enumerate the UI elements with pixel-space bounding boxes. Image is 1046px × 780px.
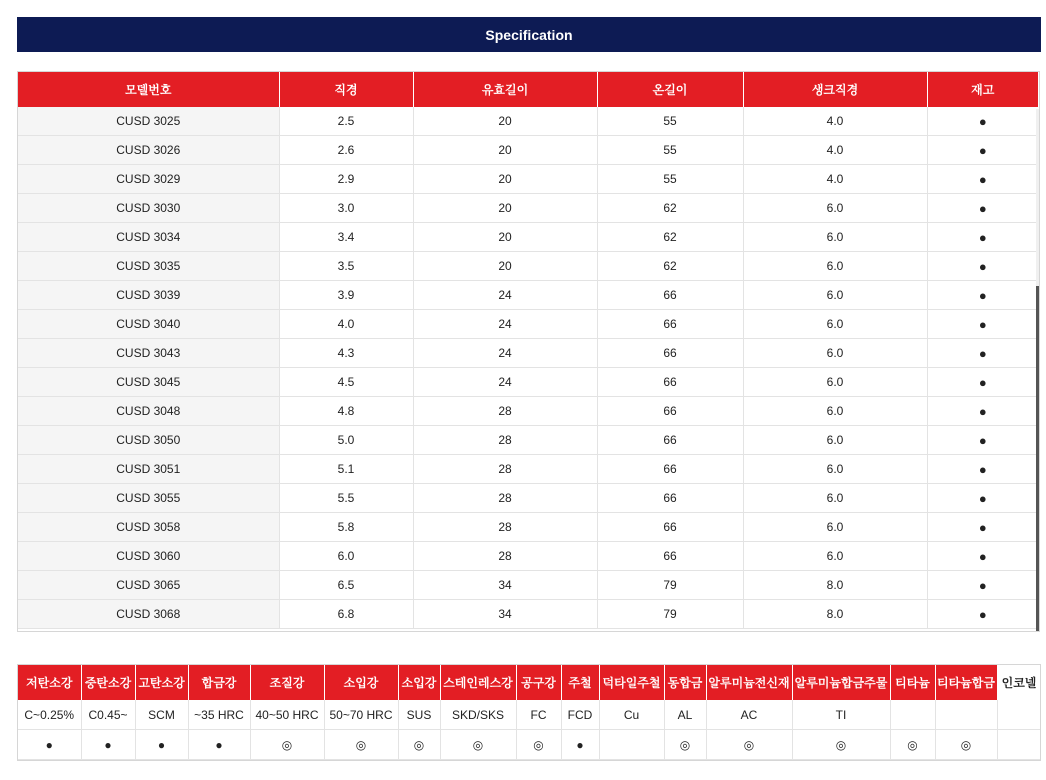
material-code: 40~50 HRC — [250, 700, 324, 730]
material-header: 조질강 — [250, 665, 324, 700]
material-suitability-mark: ◎ — [664, 730, 706, 760]
cell-stock: ● — [927, 223, 1038, 252]
cell-effective-length: 24 — [413, 310, 597, 339]
cell-model: CUSD 3034 — [18, 223, 279, 252]
cell-overall-length: 66 — [597, 513, 743, 542]
page-title: Specification — [485, 26, 573, 43]
cell-shank-diameter: 6.0 — [743, 194, 927, 223]
cell-stock: ● — [927, 455, 1038, 484]
cell-shank-diameter: 6.0 — [743, 455, 927, 484]
material-code: AC — [706, 700, 792, 730]
cell-stock: ● — [927, 281, 1038, 310]
material-header: 합금강 — [188, 665, 250, 700]
material-code: SUS — [398, 700, 440, 730]
cell-stock: ● — [927, 310, 1038, 339]
cell-model: CUSD 3048 — [18, 397, 279, 426]
material-suitability-mark: ◎ — [398, 730, 440, 760]
material-suitability-mark: ◎ — [935, 730, 997, 760]
table-row — [18, 136, 1038, 165]
cell-diameter: 6.8 — [279, 600, 413, 629]
table-row — [18, 194, 1038, 223]
cell-overall-length: 66 — [597, 281, 743, 310]
cell-model: CUSD 3030 — [18, 194, 279, 223]
cell-shank-diameter: 6.0 — [743, 484, 927, 513]
cell-effective-length: 34 — [413, 600, 597, 629]
material-suitability-mark: ● — [188, 730, 250, 760]
cell-effective-length: 28 — [413, 426, 597, 455]
material-code — [935, 700, 997, 730]
table-row — [18, 339, 1038, 368]
cell-diameter: 5.0 — [279, 426, 413, 455]
cell-stock: ● — [927, 542, 1038, 571]
column-header-diameter: 직경 — [279, 72, 413, 107]
cell-diameter: 2.5 — [279, 107, 413, 136]
cell-stock: ● — [927, 484, 1038, 513]
material-header-row — [18, 665, 1041, 700]
cell-diameter: 4.5 — [279, 368, 413, 397]
material-code: Cu — [599, 700, 664, 730]
material-header: 알루미늄전신재 — [706, 665, 792, 700]
material-code — [890, 700, 935, 730]
cell-model: CUSD 3035 — [18, 252, 279, 281]
column-header-stock: 재고 — [927, 72, 1038, 107]
material-header: 고탄소강 — [135, 665, 188, 700]
cell-shank-diameter: 6.0 — [743, 281, 927, 310]
material-header: 저탄소강 — [18, 665, 81, 700]
cell-overall-length: 62 — [597, 223, 743, 252]
material-suitability-mark: ◎ — [440, 730, 516, 760]
cell-overall-length: 62 — [597, 194, 743, 223]
material-header: 알루미늄합금주물 — [792, 665, 890, 700]
cell-diameter: 6.0 — [279, 542, 413, 571]
cell-model: CUSD 3045 — [18, 368, 279, 397]
cell-shank-diameter: 6.0 — [743, 513, 927, 542]
material-header: 주철 — [561, 665, 599, 700]
material-suitability-mark: ◎ — [890, 730, 935, 760]
material-suitability-mark: ◎ — [324, 730, 398, 760]
table-row — [18, 165, 1038, 194]
material-code: SKD/SKS — [440, 700, 516, 730]
cell-diameter: 3.0 — [279, 194, 413, 223]
cell-overall-length: 66 — [597, 542, 743, 571]
cell-diameter: 4.3 — [279, 339, 413, 368]
cell-model: CUSD 3055 — [18, 484, 279, 513]
cell-shank-diameter: 6.0 — [743, 426, 927, 455]
cell-shank-diameter: 6.0 — [743, 542, 927, 571]
cell-effective-length: 20 — [413, 252, 597, 281]
spec-table — [18, 72, 1038, 629]
table-row — [18, 513, 1038, 542]
cell-shank-diameter: 6.0 — [743, 339, 927, 368]
cell-stock: ● — [927, 397, 1038, 426]
cell-diameter: 4.8 — [279, 397, 413, 426]
cell-stock: ● — [927, 194, 1038, 223]
cell-shank-diameter: 4.0 — [743, 136, 927, 165]
material-code-row — [18, 700, 1041, 730]
cell-effective-length: 24 — [413, 368, 597, 397]
cell-diameter: 3.4 — [279, 223, 413, 252]
cell-model: CUSD 3051 — [18, 455, 279, 484]
cell-shank-diameter: 6.0 — [743, 252, 927, 281]
material-code: 50~70 HRC — [324, 700, 398, 730]
table-row — [18, 542, 1038, 571]
material-mark-row — [18, 730, 1041, 760]
cell-shank-diameter: 6.0 — [743, 310, 927, 339]
cell-shank-diameter: 4.0 — [743, 165, 927, 194]
material-header: 스테인레스강 — [440, 665, 516, 700]
material-header: 티타늄 — [890, 665, 935, 700]
table-row — [18, 426, 1038, 455]
cell-effective-length: 28 — [413, 542, 597, 571]
material-code: TI — [792, 700, 890, 730]
cell-shank-diameter: 8.0 — [743, 571, 927, 600]
material-suitability-mark — [599, 730, 664, 760]
cell-overall-length: 66 — [597, 455, 743, 484]
cell-shank-diameter: 6.0 — [743, 223, 927, 252]
scrollbar-thumb[interactable] — [1036, 286, 1039, 631]
material-code: SCM — [135, 700, 188, 730]
cell-model: CUSD 3039 — [18, 281, 279, 310]
cell-stock: ● — [927, 339, 1038, 368]
cell-diameter: 5.5 — [279, 484, 413, 513]
cell-stock: ● — [927, 571, 1038, 600]
cell-overall-length: 66 — [597, 339, 743, 368]
material-header: 덕타일주철 — [599, 665, 664, 700]
material-suitability-mark — [997, 730, 1041, 760]
material-suitability-mark: ◎ — [516, 730, 561, 760]
cell-shank-diameter: 4.0 — [743, 107, 927, 136]
material-suitability-mark: ◎ — [250, 730, 324, 760]
material-suitability-mark: ◎ — [792, 730, 890, 760]
cell-shank-diameter: 6.0 — [743, 368, 927, 397]
material-suitability-mark: ● — [18, 730, 81, 760]
material-header: 공구강 — [516, 665, 561, 700]
table-row — [18, 107, 1038, 136]
material-table-container — [17, 664, 1041, 761]
material-code: AL — [664, 700, 706, 730]
material-header: 소입강 — [398, 665, 440, 700]
material-header: 동합금 — [664, 665, 706, 700]
cell-stock: ● — [927, 368, 1038, 397]
cell-shank-diameter: 6.0 — [743, 397, 927, 426]
cell-effective-length: 20 — [413, 136, 597, 165]
material-suitability-mark: ◎ — [706, 730, 792, 760]
cell-overall-length: 55 — [597, 165, 743, 194]
cell-model: CUSD 3065 — [18, 571, 279, 600]
cell-model: CUSD 3025 — [18, 107, 279, 136]
cell-diameter: 3.5 — [279, 252, 413, 281]
column-header-shank-diameter: 생크직경 — [743, 72, 927, 107]
material-code: ~35 HRC — [188, 700, 250, 730]
table-row — [18, 281, 1038, 310]
cell-overall-length: 66 — [597, 310, 743, 339]
cell-overall-length: 55 — [597, 107, 743, 136]
material-header: 티타늄합금 — [935, 665, 997, 700]
cell-effective-length: 24 — [413, 339, 597, 368]
cell-diameter: 2.9 — [279, 165, 413, 194]
spec-table-header-row — [18, 72, 1038, 107]
cell-stock: ● — [927, 426, 1038, 455]
cell-model: CUSD 3040 — [18, 310, 279, 339]
cell-overall-length: 79 — [597, 600, 743, 629]
material-header: 소입강 — [324, 665, 398, 700]
material-table — [18, 665, 1041, 760]
column-header-overall-length: 온길이 — [597, 72, 743, 107]
cell-effective-length: 28 — [413, 513, 597, 542]
cell-stock: ● — [927, 252, 1038, 281]
table-row — [18, 600, 1038, 629]
cell-effective-length: 20 — [413, 223, 597, 252]
cell-model: CUSD 3068 — [18, 600, 279, 629]
cell-model: CUSD 3058 — [18, 513, 279, 542]
material-suitability-mark: ● — [561, 730, 599, 760]
specification-header — [17, 17, 1041, 52]
cell-effective-length: 28 — [413, 397, 597, 426]
cell-effective-length: 28 — [413, 484, 597, 513]
material-code: C0.45~ — [81, 700, 135, 730]
cell-diameter: 5.8 — [279, 513, 413, 542]
table-row — [18, 252, 1038, 281]
table-row — [18, 397, 1038, 426]
column-header-model: 모델번호 — [18, 72, 279, 107]
cell-overall-length: 66 — [597, 368, 743, 397]
material-header: 중탄소강 — [81, 665, 135, 700]
cell-effective-length: 20 — [413, 165, 597, 194]
cell-overall-length: 66 — [597, 484, 743, 513]
material-code: C~0.25% — [18, 700, 81, 730]
cell-stock: ● — [927, 107, 1038, 136]
cell-model: CUSD 3050 — [18, 426, 279, 455]
material-suitability-mark: ● — [81, 730, 135, 760]
table-row — [18, 484, 1038, 513]
cell-model: CUSD 3026 — [18, 136, 279, 165]
table-row — [18, 571, 1038, 600]
table-row — [18, 368, 1038, 397]
cell-shank-diameter: 8.0 — [743, 600, 927, 629]
cell-diameter: 2.6 — [279, 136, 413, 165]
cell-overall-length: 79 — [597, 571, 743, 600]
material-code: FC — [516, 700, 561, 730]
cell-overall-length: 62 — [597, 252, 743, 281]
cell-effective-length: 34 — [413, 571, 597, 600]
cell-overall-length: 66 — [597, 426, 743, 455]
cell-stock: ● — [927, 513, 1038, 542]
cell-overall-length: 55 — [597, 136, 743, 165]
cell-stock: ● — [927, 600, 1038, 629]
cell-diameter: 5.1 — [279, 455, 413, 484]
cell-diameter: 3.9 — [279, 281, 413, 310]
cell-effective-length: 24 — [413, 281, 597, 310]
material-code: FCD — [561, 700, 599, 730]
material-header: 인코넬 — [997, 665, 1041, 700]
cell-stock: ● — [927, 136, 1038, 165]
cell-effective-length: 28 — [413, 455, 597, 484]
table-row — [18, 455, 1038, 484]
cell-model: CUSD 3060 — [18, 542, 279, 571]
material-code — [997, 700, 1041, 730]
cell-model: CUSD 3043 — [18, 339, 279, 368]
spec-table-container[interactable] — [17, 71, 1040, 632]
cell-overall-length: 66 — [597, 397, 743, 426]
cell-stock: ● — [927, 165, 1038, 194]
cell-effective-length: 20 — [413, 194, 597, 223]
cell-model: CUSD 3029 — [18, 165, 279, 194]
cell-diameter: 6.5 — [279, 571, 413, 600]
table-row — [18, 310, 1038, 339]
column-header-effective-length: 유효길이 — [413, 72, 597, 107]
material-suitability-mark: ● — [135, 730, 188, 760]
table-row — [18, 223, 1038, 252]
cell-diameter: 4.0 — [279, 310, 413, 339]
cell-effective-length: 20 — [413, 107, 597, 136]
